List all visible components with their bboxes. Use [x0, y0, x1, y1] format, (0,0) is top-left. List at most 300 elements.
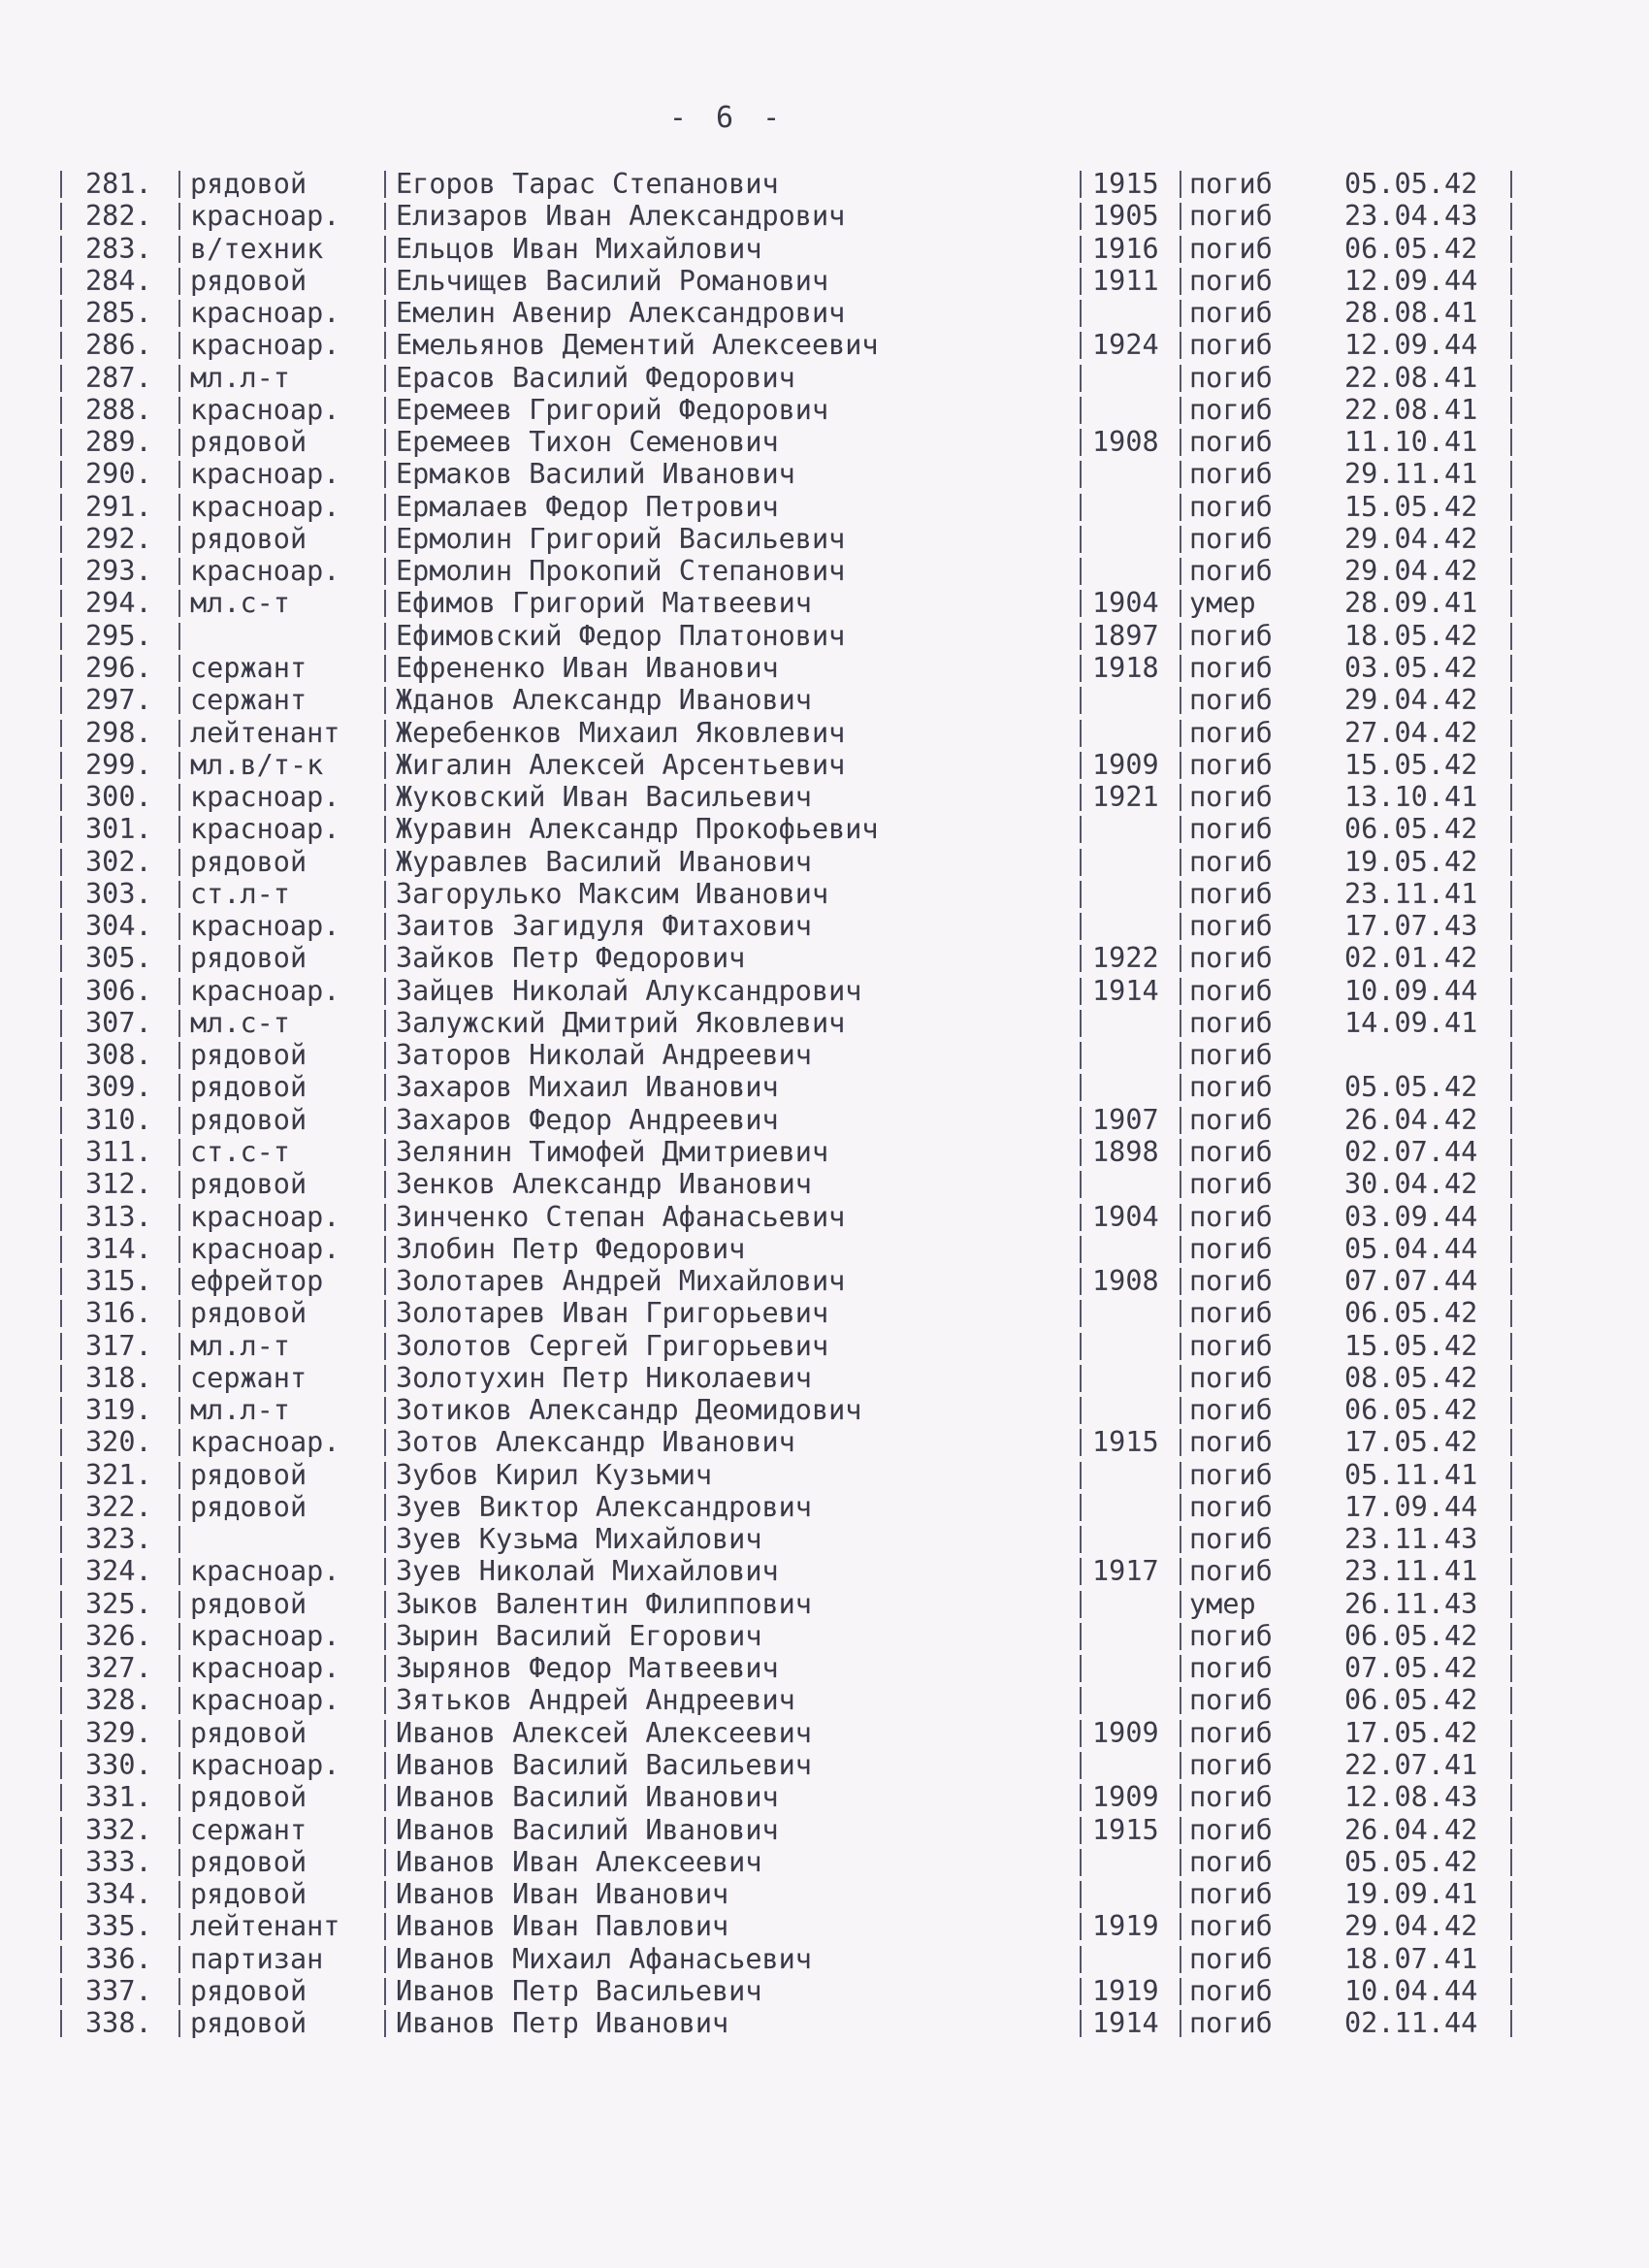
table-row: [0, 1330, 1649, 1362]
column-divider: [60, 1042, 62, 1069]
record-number: 324.: [85, 1555, 152, 1588]
status: погиб: [1189, 329, 1273, 362]
full-name: Ельцов Иван Михайлович: [396, 232, 762, 265]
status: погиб: [1189, 1297, 1273, 1330]
column-divider: [60, 720, 62, 747]
column-divider: [1080, 720, 1082, 747]
column-divider: [1510, 429, 1512, 456]
column-divider: [60, 1687, 62, 1714]
rank: рядовой: [190, 426, 307, 459]
column-divider: [1510, 1429, 1512, 1456]
record-number: 317.: [85, 1329, 152, 1362]
record-number: 316.: [85, 1297, 152, 1330]
table-row: [0, 1265, 1649, 1297]
column-divider: [1180, 1236, 1181, 1263]
column-divider: [60, 203, 62, 230]
status: погиб: [1189, 619, 1273, 652]
status: погиб: [1189, 1232, 1273, 1265]
record-number: 332.: [85, 1813, 152, 1846]
column-divider: [178, 1204, 180, 1231]
column-divider: [60, 784, 62, 811]
death-date: 26.11.43: [1344, 1587, 1478, 1620]
column-divider: [1180, 494, 1181, 521]
rank: красноар.: [190, 1555, 340, 1588]
table-row: [0, 297, 1649, 329]
birth-year: 1918: [1092, 651, 1159, 684]
column-divider: [1180, 752, 1181, 779]
column-divider: [1180, 784, 1181, 811]
status: погиб: [1189, 1265, 1273, 1298]
column-divider: [178, 1784, 180, 1811]
rank: красноар.: [190, 555, 340, 588]
table-row: [0, 813, 1649, 845]
rank: рядовой: [190, 1458, 307, 1491]
column-divider: [1080, 1526, 1082, 1553]
column-divider: [1180, 1946, 1181, 1973]
column-divider: [1180, 1139, 1181, 1166]
column-divider: [384, 171, 386, 198]
column-divider: [178, 1526, 180, 1553]
record-number: 331.: [85, 1781, 152, 1814]
table-row: [0, 1878, 1649, 1910]
column-divider: [1510, 849, 1512, 876]
column-divider: [384, 1429, 386, 1456]
table-row: [0, 1233, 1649, 1265]
status: погиб: [1189, 1619, 1273, 1652]
column-divider: [60, 687, 62, 714]
column-divider: [384, 623, 386, 650]
full-name: Зелянин Тимофей Дмитриевич: [396, 1135, 829, 1168]
column-divider: [60, 1558, 62, 1585]
column-divider: [60, 655, 62, 682]
record-number: 295.: [85, 619, 152, 652]
column-divider: [60, 1784, 62, 1811]
column-divider: [60, 752, 62, 779]
record-number: 330.: [85, 1749, 152, 1782]
column-divider: [384, 1074, 386, 1101]
record-number: 320.: [85, 1426, 152, 1459]
column-divider: [1180, 203, 1181, 230]
column-divider: [1510, 1881, 1512, 1908]
full-name: Золотарев Иван Григорьевич: [396, 1297, 829, 1330]
table-row: [0, 1491, 1649, 1523]
death-date: 05.05.42: [1344, 1071, 1478, 1104]
column-divider: [1510, 623, 1512, 650]
full-name: Злобин Петр Федорович: [396, 1232, 746, 1265]
column-divider: [1510, 590, 1512, 617]
rank: красноар.: [190, 1652, 340, 1685]
column-divider: [1080, 1655, 1082, 1682]
status: погиб: [1189, 813, 1273, 846]
status: погиб: [1189, 458, 1273, 491]
full-name: Зотов Александр Иванович: [396, 1426, 795, 1459]
column-divider: [1510, 2010, 1512, 2037]
column-divider: [60, 1268, 62, 1295]
column-divider: [178, 1687, 180, 1714]
record-number: 334.: [85, 1878, 152, 1911]
column-divider: [1080, 236, 1082, 263]
column-divider: [60, 1107, 62, 1134]
full-name: Золотухин Петр Николаевич: [396, 1361, 812, 1394]
status: погиб: [1189, 1942, 1273, 1975]
column-divider: [178, 1849, 180, 1876]
column-divider: [1080, 590, 1082, 617]
table-row: [0, 846, 1649, 878]
record-number: 314.: [85, 1232, 152, 1265]
column-divider: [1080, 978, 1082, 1005]
column-divider: [1180, 1429, 1181, 1456]
record-number: 284.: [85, 264, 152, 297]
column-divider: [384, 655, 386, 682]
column-divider: [1080, 1171, 1082, 1198]
column-divider: [1180, 1494, 1181, 1521]
column-divider: [178, 1655, 180, 1682]
column-divider: [1080, 494, 1082, 521]
death-date: 02.07.44: [1344, 1135, 1478, 1168]
record-number: 301.: [85, 813, 152, 846]
column-divider: [178, 590, 180, 617]
table-row: [0, 200, 1649, 232]
column-divider: [1510, 397, 1512, 424]
rank: красноар.: [190, 297, 340, 330]
column-divider: [1510, 1107, 1512, 1134]
column-divider: [60, 1204, 62, 1231]
column-divider: [384, 1655, 386, 1682]
record-number: 293.: [85, 555, 152, 588]
full-name: Иванов Алексей Алексеевич: [396, 1716, 812, 1749]
rank: красноар.: [190, 910, 340, 943]
column-divider: [60, 881, 62, 908]
column-divider: [1080, 623, 1082, 650]
column-divider: [384, 720, 386, 747]
column-divider: [1510, 1946, 1512, 1973]
column-divider: [384, 1881, 386, 1908]
status: погиб: [1189, 555, 1273, 588]
table-row: [0, 1910, 1649, 1942]
column-divider: [60, 1849, 62, 1876]
birth-year: 1919: [1092, 1974, 1159, 2007]
column-divider: [60, 332, 62, 359]
status: погиб: [1189, 2007, 1273, 2040]
death-date: 06.05.42: [1344, 232, 1478, 265]
birth-year: 1905: [1092, 200, 1159, 233]
death-date: 26.04.42: [1344, 1103, 1478, 1136]
table-row: [0, 1781, 1649, 1813]
death-date: 06.05.42: [1344, 813, 1478, 846]
column-divider: [60, 849, 62, 876]
rank: сержант: [190, 1813, 307, 1846]
column-divider: [178, 752, 180, 779]
rank: красноар.: [190, 458, 340, 491]
death-date: 02.11.44: [1344, 2007, 1478, 2040]
death-date: 08.05.42: [1344, 1361, 1478, 1394]
column-divider: [178, 1171, 180, 1198]
birth-year: 1922: [1092, 942, 1159, 975]
column-divider: [1510, 300, 1512, 327]
full-name: Жигалин Алексей Арсентьевич: [396, 748, 846, 781]
birth-year: 1919: [1092, 1910, 1159, 1943]
full-name: Елизаров Иван Александрович: [396, 200, 846, 233]
column-divider: [1180, 1720, 1181, 1747]
column-divider: [178, 655, 180, 682]
column-divider: [1510, 1558, 1512, 1585]
rank: красноар.: [190, 813, 340, 846]
column-divider: [384, 526, 386, 553]
rank: рядовой: [190, 168, 307, 200]
record-number: 290.: [85, 458, 152, 491]
table-row: [0, 1071, 1649, 1103]
death-date: 07.05.42: [1344, 1652, 1478, 1685]
death-date: 11.10.41: [1344, 426, 1478, 459]
column-divider: [1510, 655, 1512, 682]
column-divider: [384, 687, 386, 714]
status: погиб: [1189, 877, 1273, 910]
column-divider: [60, 1978, 62, 2005]
record-number: 281.: [85, 168, 152, 200]
table-row: [0, 1588, 1649, 1620]
column-divider: [1510, 1074, 1512, 1101]
column-divider: [1180, 1849, 1181, 1876]
column-divider: [60, 1655, 62, 1682]
rank: красноар.: [190, 1684, 340, 1717]
column-divider: [178, 1462, 180, 1489]
column-divider: [1510, 913, 1512, 940]
death-date: 27.04.42: [1344, 716, 1478, 749]
column-divider: [1180, 849, 1181, 876]
column-divider: [384, 203, 386, 230]
column-divider: [178, 913, 180, 940]
death-date: 13.10.41: [1344, 781, 1478, 814]
record-number: 294.: [85, 587, 152, 620]
column-divider: [384, 365, 386, 392]
column-divider: [178, 1913, 180, 1940]
column-divider: [384, 300, 386, 327]
column-divider: [1180, 236, 1181, 263]
rank: рядовой: [190, 1845, 307, 1878]
rank: рядовой: [190, 1781, 307, 1814]
full-name: Журавин Александр Прокофьевич: [396, 813, 879, 846]
column-divider: [1080, 1107, 1082, 1134]
column-divider: [384, 1623, 386, 1650]
status: погиб: [1189, 1394, 1273, 1427]
column-divider: [178, 1300, 180, 1327]
full-name: Иванов Василий Иванович: [396, 1781, 779, 1814]
rank: рядовой: [190, 1071, 307, 1104]
column-divider: [1080, 365, 1082, 392]
column-divider: [60, 1365, 62, 1392]
table-row: [0, 942, 1649, 974]
page-number: - 6 -: [668, 101, 787, 135]
full-name: Жеребенков Михаил Яковлевич: [396, 716, 846, 749]
rank: красноар.: [190, 1426, 340, 1459]
column-divider: [1510, 1978, 1512, 2005]
full-name: Зайков Петр Федорович: [396, 942, 746, 975]
column-divider: [1180, 461, 1181, 488]
column-divider: [1180, 1881, 1181, 1908]
column-divider: [1180, 720, 1181, 747]
column-divider: [1180, 1526, 1181, 1553]
table-row: [0, 168, 1649, 200]
full-name: Ермолин Прокопий Степанович: [396, 555, 846, 588]
column-divider: [1080, 849, 1082, 876]
full-name: Журавлев Василий Иванович: [396, 845, 812, 878]
status: погиб: [1189, 1135, 1273, 1168]
column-divider: [1180, 1010, 1181, 1037]
full-name: Емелин Авенир Александрович: [396, 297, 846, 330]
birth-year: 1898: [1092, 1135, 1159, 1168]
column-divider: [60, 816, 62, 843]
birth-year: 1897: [1092, 619, 1159, 652]
rank: рядовой: [190, 942, 307, 975]
record-number: 310.: [85, 1103, 152, 1136]
column-divider: [384, 1268, 386, 1295]
column-divider: [60, 1333, 62, 1360]
column-divider: [178, 397, 180, 424]
column-divider: [384, 849, 386, 876]
death-date: 06.05.42: [1344, 1619, 1478, 1652]
column-divider: [384, 1139, 386, 1166]
column-divider: [384, 397, 386, 424]
column-divider: [1180, 1687, 1181, 1714]
table-row: [0, 684, 1649, 716]
death-date: 29.04.42: [1344, 684, 1478, 717]
full-name: Ермалаев Федор Петрович: [396, 490, 779, 523]
column-divider: [1180, 1268, 1181, 1295]
column-divider: [384, 978, 386, 1005]
column-divider: [1180, 945, 1181, 972]
table-row: [0, 426, 1649, 458]
rank: красноар.: [190, 974, 340, 1007]
column-divider: [1180, 1655, 1181, 1682]
rank: ст.с-т: [190, 1135, 290, 1168]
column-divider: [1180, 1558, 1181, 1585]
column-divider: [1510, 1720, 1512, 1747]
status: погиб: [1189, 1878, 1273, 1911]
death-date: 17.07.43: [1344, 910, 1478, 943]
full-name: Иванов Иван Павлович: [396, 1910, 729, 1943]
death-date: 06.05.42: [1344, 1297, 1478, 1330]
status: погиб: [1189, 1168, 1273, 1201]
record-number: 291.: [85, 490, 152, 523]
status: погиб: [1189, 1974, 1273, 2007]
column-divider: [178, 1752, 180, 1779]
rank: красноар.: [190, 1232, 340, 1265]
birth-year: 1921: [1092, 781, 1159, 814]
status: погиб: [1189, 1329, 1273, 1362]
birth-year: 1916: [1092, 232, 1159, 265]
full-name: Ефрененко Иван Иванович: [396, 651, 779, 684]
column-divider: [384, 332, 386, 359]
birth-year: 1907: [1092, 1103, 1159, 1136]
birth-year: 1911: [1092, 264, 1159, 297]
column-divider: [1080, 203, 1082, 230]
full-name: Загорулько Максим Иванович: [396, 877, 829, 910]
column-divider: [1510, 945, 1512, 972]
column-divider: [1080, 1333, 1082, 1360]
column-divider: [384, 236, 386, 263]
death-date: 28.09.41: [1344, 587, 1478, 620]
column-divider: [1510, 687, 1512, 714]
death-date: 22.08.41: [1344, 361, 1478, 394]
rank: сержант: [190, 1361, 307, 1394]
column-divider: [178, 1268, 180, 1295]
table-row: [0, 587, 1649, 619]
column-divider: [178, 1623, 180, 1650]
status: погиб: [1189, 1458, 1273, 1491]
column-divider: [1510, 558, 1512, 585]
rank: красноар.: [190, 1749, 340, 1782]
column-divider: [178, 1397, 180, 1424]
death-date: 17.05.42: [1344, 1426, 1478, 1459]
full-name: Захаров Михаил Иванович: [396, 1071, 779, 1104]
full-name: Зуев Кузьма Михайлович: [396, 1523, 762, 1556]
column-divider: [384, 881, 386, 908]
birth-year: 1917: [1092, 1555, 1159, 1588]
column-divider: [178, 171, 180, 198]
column-divider: [60, 913, 62, 940]
column-divider: [1080, 1236, 1082, 1263]
column-divider: [1510, 1462, 1512, 1489]
column-divider: [384, 1494, 386, 1521]
table-row: [0, 1297, 1649, 1329]
column-divider: [1510, 1784, 1512, 1811]
column-divider: [1180, 1074, 1181, 1101]
column-divider: [384, 268, 386, 295]
column-divider: [1080, 784, 1082, 811]
column-divider: [178, 945, 180, 972]
column-divider: [1180, 332, 1181, 359]
column-divider: [1510, 268, 1512, 295]
column-divider: [1180, 1752, 1181, 1779]
rank: мл.с-т: [190, 587, 290, 620]
column-divider: [1080, 1946, 1082, 1973]
column-divider: [1510, 1236, 1512, 1263]
column-divider: [384, 1462, 386, 1489]
column-divider: [1180, 1365, 1181, 1392]
column-divider: [1080, 1913, 1082, 1940]
table-row: [0, 1201, 1649, 1233]
table-row: [0, 458, 1649, 490]
table-row: [0, 1523, 1649, 1555]
column-divider: [384, 1107, 386, 1134]
full-name: Емельянов Дементий Алексеевич: [396, 329, 879, 362]
rank: рядовой: [190, 1716, 307, 1749]
column-divider: [1180, 978, 1181, 1005]
rank: рядовой: [190, 264, 307, 297]
status: погиб: [1189, 426, 1273, 459]
table-row: [0, 233, 1649, 265]
record-number: 337.: [85, 1974, 152, 2007]
column-divider: [1180, 687, 1181, 714]
table-row: [0, 555, 1649, 587]
table-row: [0, 1814, 1649, 1846]
column-divider: [384, 494, 386, 521]
column-divider: [1510, 1268, 1512, 1295]
column-divider: [384, 1849, 386, 1876]
column-divider: [60, 397, 62, 424]
column-divider: [178, 1978, 180, 2005]
birth-year: 1914: [1092, 2007, 1159, 2040]
column-divider: [1510, 1333, 1512, 1360]
status: погиб: [1189, 1200, 1273, 1233]
death-date: 02.01.42: [1344, 942, 1478, 975]
record-number: 307.: [85, 1006, 152, 1039]
column-divider: [1180, 1978, 1181, 2005]
death-date: 05.05.42: [1344, 168, 1478, 200]
status: погиб: [1189, 361, 1273, 394]
column-divider: [384, 945, 386, 972]
death-date: 18.07.41: [1344, 1942, 1478, 1975]
